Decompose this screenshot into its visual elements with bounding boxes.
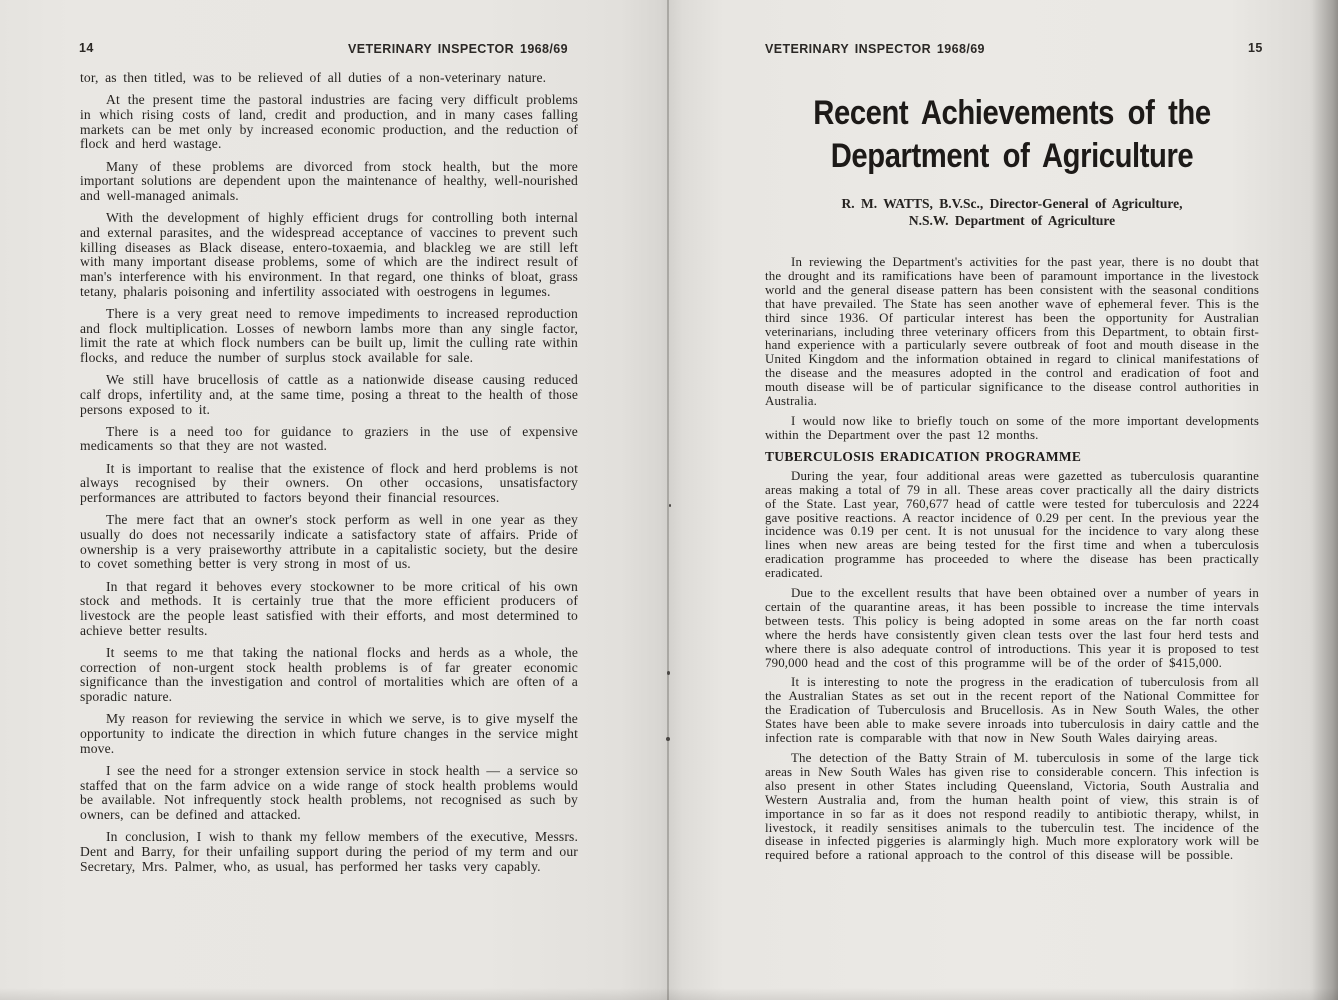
- running-head: VETERINARY INSPECTOR 1968/69: [348, 42, 568, 56]
- page-number: 14: [79, 41, 94, 55]
- binding-stitch-speck: [667, 671, 670, 675]
- right-page-body: [765, 256, 1259, 869]
- paragraph: There is a need too for guidance to graziers in the use of expensive medicaments so that they are not wasted.: [80, 423, 578, 454]
- binding-gutter: [667, 0, 669, 1000]
- byline-line2: N.S.W. Department of Agriculture: [908, 212, 1116, 228]
- running-head: VETERINARY INSPECTOR 1968/69: [765, 42, 985, 56]
- paragraph: The detection of the Batty Strain of M. tuberculosis in some of the large tick areas in New South Wales has given rise to considerable concern. This infection is also present in other States including Queensland, Victoria, South Australia and Western Australia and, from the human health point of view, this strain is of importance in so far as it does not respond readily to antibiotic therapy, whilst, in livestock, it readily sensitises animals to the tuberculin test. The incidence of the disease in infected piggeries is alarmingly high. Much more exploratory work will be required before a rational approach to the control of this disease will be possible.: [765, 751, 1259, 863]
- paragraph: In reviewing the Department's activities for the past year, there is no doubt that the drought and its ramifications have been of paramount importance in the livestock world and the general disease pattern has been consistent with the seasonal conditions that have prevailed. The State has seen another wave of ephemeral fever. This is the third since 1936. Of particular interest has been the opportunity for Australian veterinarians, including three veterinary officers from this Department, to obtain first-hand experience with a particularly severe outbreak of foot and mouth disease in the United Kingdom and the information obtained in regard to clinical manifestations of the disease and the measures adopted in the control and eradication of foot and mouth disease will be of particular significance to the disease control authorities in Australia.: [765, 255, 1259, 409]
- paragraph: We still have brucellosis of cattle as a nationwide disease causing reduced calf drops, infertility and, at the same time, posing a threat to the health of those persons exposed to it.: [80, 372, 578, 417]
- page-edge-shadow: [0, 988, 1338, 1000]
- paragraph: My reason for reviewing the service in which we serve, is to give myself the opportunity to indicate the direction in which future changes in the service might move.: [80, 711, 578, 756]
- paragraph: I would now like to briefly touch on some of the more important developments within the Department over the past 12 months.: [765, 413, 1259, 442]
- paragraph: Due to the excellent results that have been obtained over a number of years in certain of the quarantine areas, it has been possible to increase the time intervals between tests. This policy is being adopted in some areas on the far north coast where the herds have consistently given clean tests over the last four herd tests and where there is also adequate control of introductions. This year it is proposed to test 790,000 head and the cost of this programme will be of the order of $415,000.: [765, 586, 1259, 670]
- paragraph: There is a very great need to remove impediments to increased reproduction and flock multiplication. Losses of newborn lambs more than any single factor, limit the rate at which flock numbers can be built up, limit the culling rate within flocks, and reduce the number of surplus stock available for sale.: [80, 305, 578, 365]
- paragraph: In conclusion, I wish to thank my fellow members of the executive, Messrs. Dent and Barry, for their unfailing support during the period of my term and our Secretary, Mrs. Palmer, who, as usual, has performed her tasks very capably.: [80, 829, 578, 874]
- paragraph: The mere fact that an owner's stock perform as well in one year as they usually do does not necessarily indicate a satisfactory state of affairs. Pride of ownership is a very praiseworthy attribute in a capitalistic society, but the desire to covet something better is very strong in most of us.: [80, 512, 578, 572]
- article-title: [800, 92, 1225, 178]
- paragraph: With the development of highly efficient drugs for controlling both internal and external parasites, and the widespread acceptance of vaccines to prevent such killing diseases as Black disease, entero-toxaemia, and blackleg we are still left with many important disease problems, some of which are the indirect result of man's interference with his environment. In that regard, one thinks of bloat, grass tetany, phalaris poisoning and infertility associated with oestrogens in legumes.: [80, 210, 578, 299]
- binding-stitch-speck: [669, 504, 671, 507]
- paragraph: It seems to me that taking the national flocks and herds as a whole, the correction of non-urgent stock health problems is of far greater economic significance than the investigation and control of mortalities which are often of a sporadic nature.: [80, 644, 578, 705]
- page-number: 15: [1248, 41, 1263, 55]
- paragraph: tor, as then titled, was to be relieved of all duties of a non-veterinary nature.: [80, 70, 547, 85]
- left-page-body: [80, 71, 578, 882]
- article-byline: [765, 196, 1259, 229]
- paragraph: During the year, four additional areas were gazetted as tuberculosis quarantine areas making a total of 79 in all. These areas cover practically all the dairy districts of the State. Last year, 760,677 head of cattle were tested for tuberculosis and 2224 gave positive reactions. A reactor incidence of 0.29 per cent. In the previous year the incidence was 0.19 per cent. It is not unusual for the incidence to vary along these lines when new areas are being tested for the first time and when a tuberculosis eradication programme has proceeded to where the disease has been practically eradicated.: [765, 468, 1259, 581]
- section-heading: TUBERCULOSIS ERADICATION PROGRAMME: [765, 448, 1082, 464]
- paragraph: In that regard it behoves every stockowner to be more critical of his own stock and methods. It is certainly true that the more efficient producers of livestock are the people least satisfied with their efforts, and most determined to achieve better results.: [80, 578, 578, 638]
- page-edge-shadow: [1312, 0, 1338, 1000]
- paragraph: It is important to realise that the existence of flock and herd problems is not always recognised by their owners. On other occasions, unsatisfactory performances are attributed to factors beyond their financial resources.: [80, 460, 578, 506]
- paragraph: At the present time the pastoral industries are facing very difficult problems in which rising costs of land, credit and production, and in many cases falling markets can be met only by increased economic production, and the reduction of flock and herd wastage.: [80, 92, 578, 152]
- paragraph: It is interesting to note the progress in the eradication of tuberculosis from all the Australian States as set out in the recent report of the National Committee for the Eradication of Tuberculosis and Brucellosis. As in New South Wales, the other States have been able to make severe inroads into tuberculosis in dairy cattle and the infection rate is comparable with that now in New South Wales dairying areas.: [765, 675, 1259, 746]
- binding-stitch-speck: [666, 737, 670, 741]
- article-title-line2: Department of Agriculture: [830, 137, 1194, 175]
- article-title-line1: Recent Achievements of the: [813, 94, 1211, 132]
- byline-line1: R. M. WATTS, B.V.Sc., Director-General of Agriculture,: [841, 196, 1183, 211]
- paragraph: I see the need for a stronger extension service in stock health — a service so staffed that on the farm advice on a wide range of stock health problems would be available. Not infrequently stock health problems, not recognised as such by owners, can be defined and attacked.: [80, 762, 578, 822]
- paragraph: Many of these problems are divorced from stock health, but the more important solutions are dependent upon the maintenance of healthy, well-nourished and well-managed animals.: [80, 158, 578, 203]
